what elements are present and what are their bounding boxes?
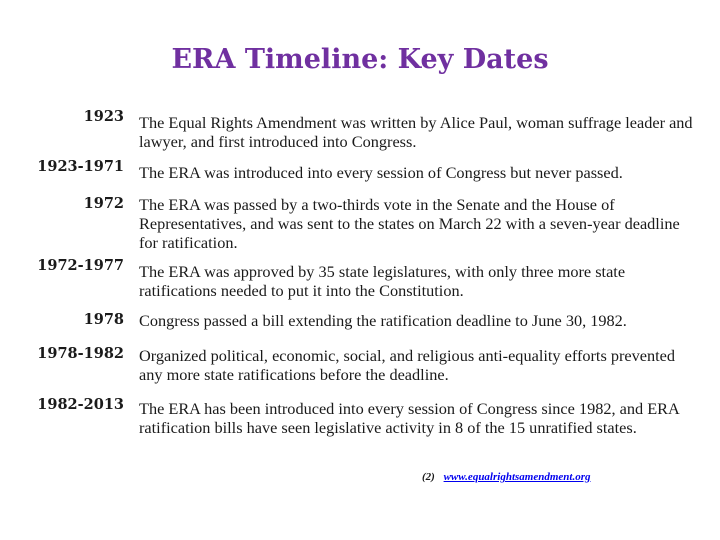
timeline-date: 1972: [83, 195, 124, 212]
timeline-date: 1982-2013: [37, 396, 124, 413]
timeline-date: 1923-1971: [37, 158, 124, 175]
citation-number: (2): [422, 471, 435, 483]
source-citation: [422, 471, 590, 483]
timeline-date: 1923: [83, 108, 124, 125]
timeline-description: The ERA was approved by 35 state legislatures, with only three more state ratifications needed to put it into the Constitution.: [139, 262, 626, 300]
timeline-date: 1978-1982: [37, 345, 124, 362]
timeline-description: The Equal Rights Amendment was written by Alice Paul, woman suffrage leader and lawyer, and first introduced into Congress.: [139, 113, 693, 151]
timeline-description: The ERA was passed by a two-thirds vote in the Senate and the House of Representatives, and was sent to the states on March 22 with a seven-year deadline for ratification.: [139, 195, 680, 252]
timeline-description: Congress passed a bill extending the ratification deadline to June 30, 1982.: [139, 311, 627, 330]
timeline-date: 1972-1977: [37, 257, 124, 274]
source-link[interactable]: www.equalrightsamendment.org: [443, 471, 591, 483]
timeline-description: Organized political, economic, social, and religious anti-equality efforts prevented any more state ratifications before the deadline.: [139, 346, 676, 384]
timeline-date: 1978: [83, 311, 124, 328]
timeline-description: The ERA was introduced into every session of Congress but never passed.: [139, 163, 623, 182]
timeline-description: The ERA has been introduced into every session of Congress since 1982, and ERA ratification bills have seen legislative activity in 8 of the 15 unratified states.: [139, 399, 679, 437]
page-title: ERA Timeline: Key Dates: [171, 44, 549, 75]
